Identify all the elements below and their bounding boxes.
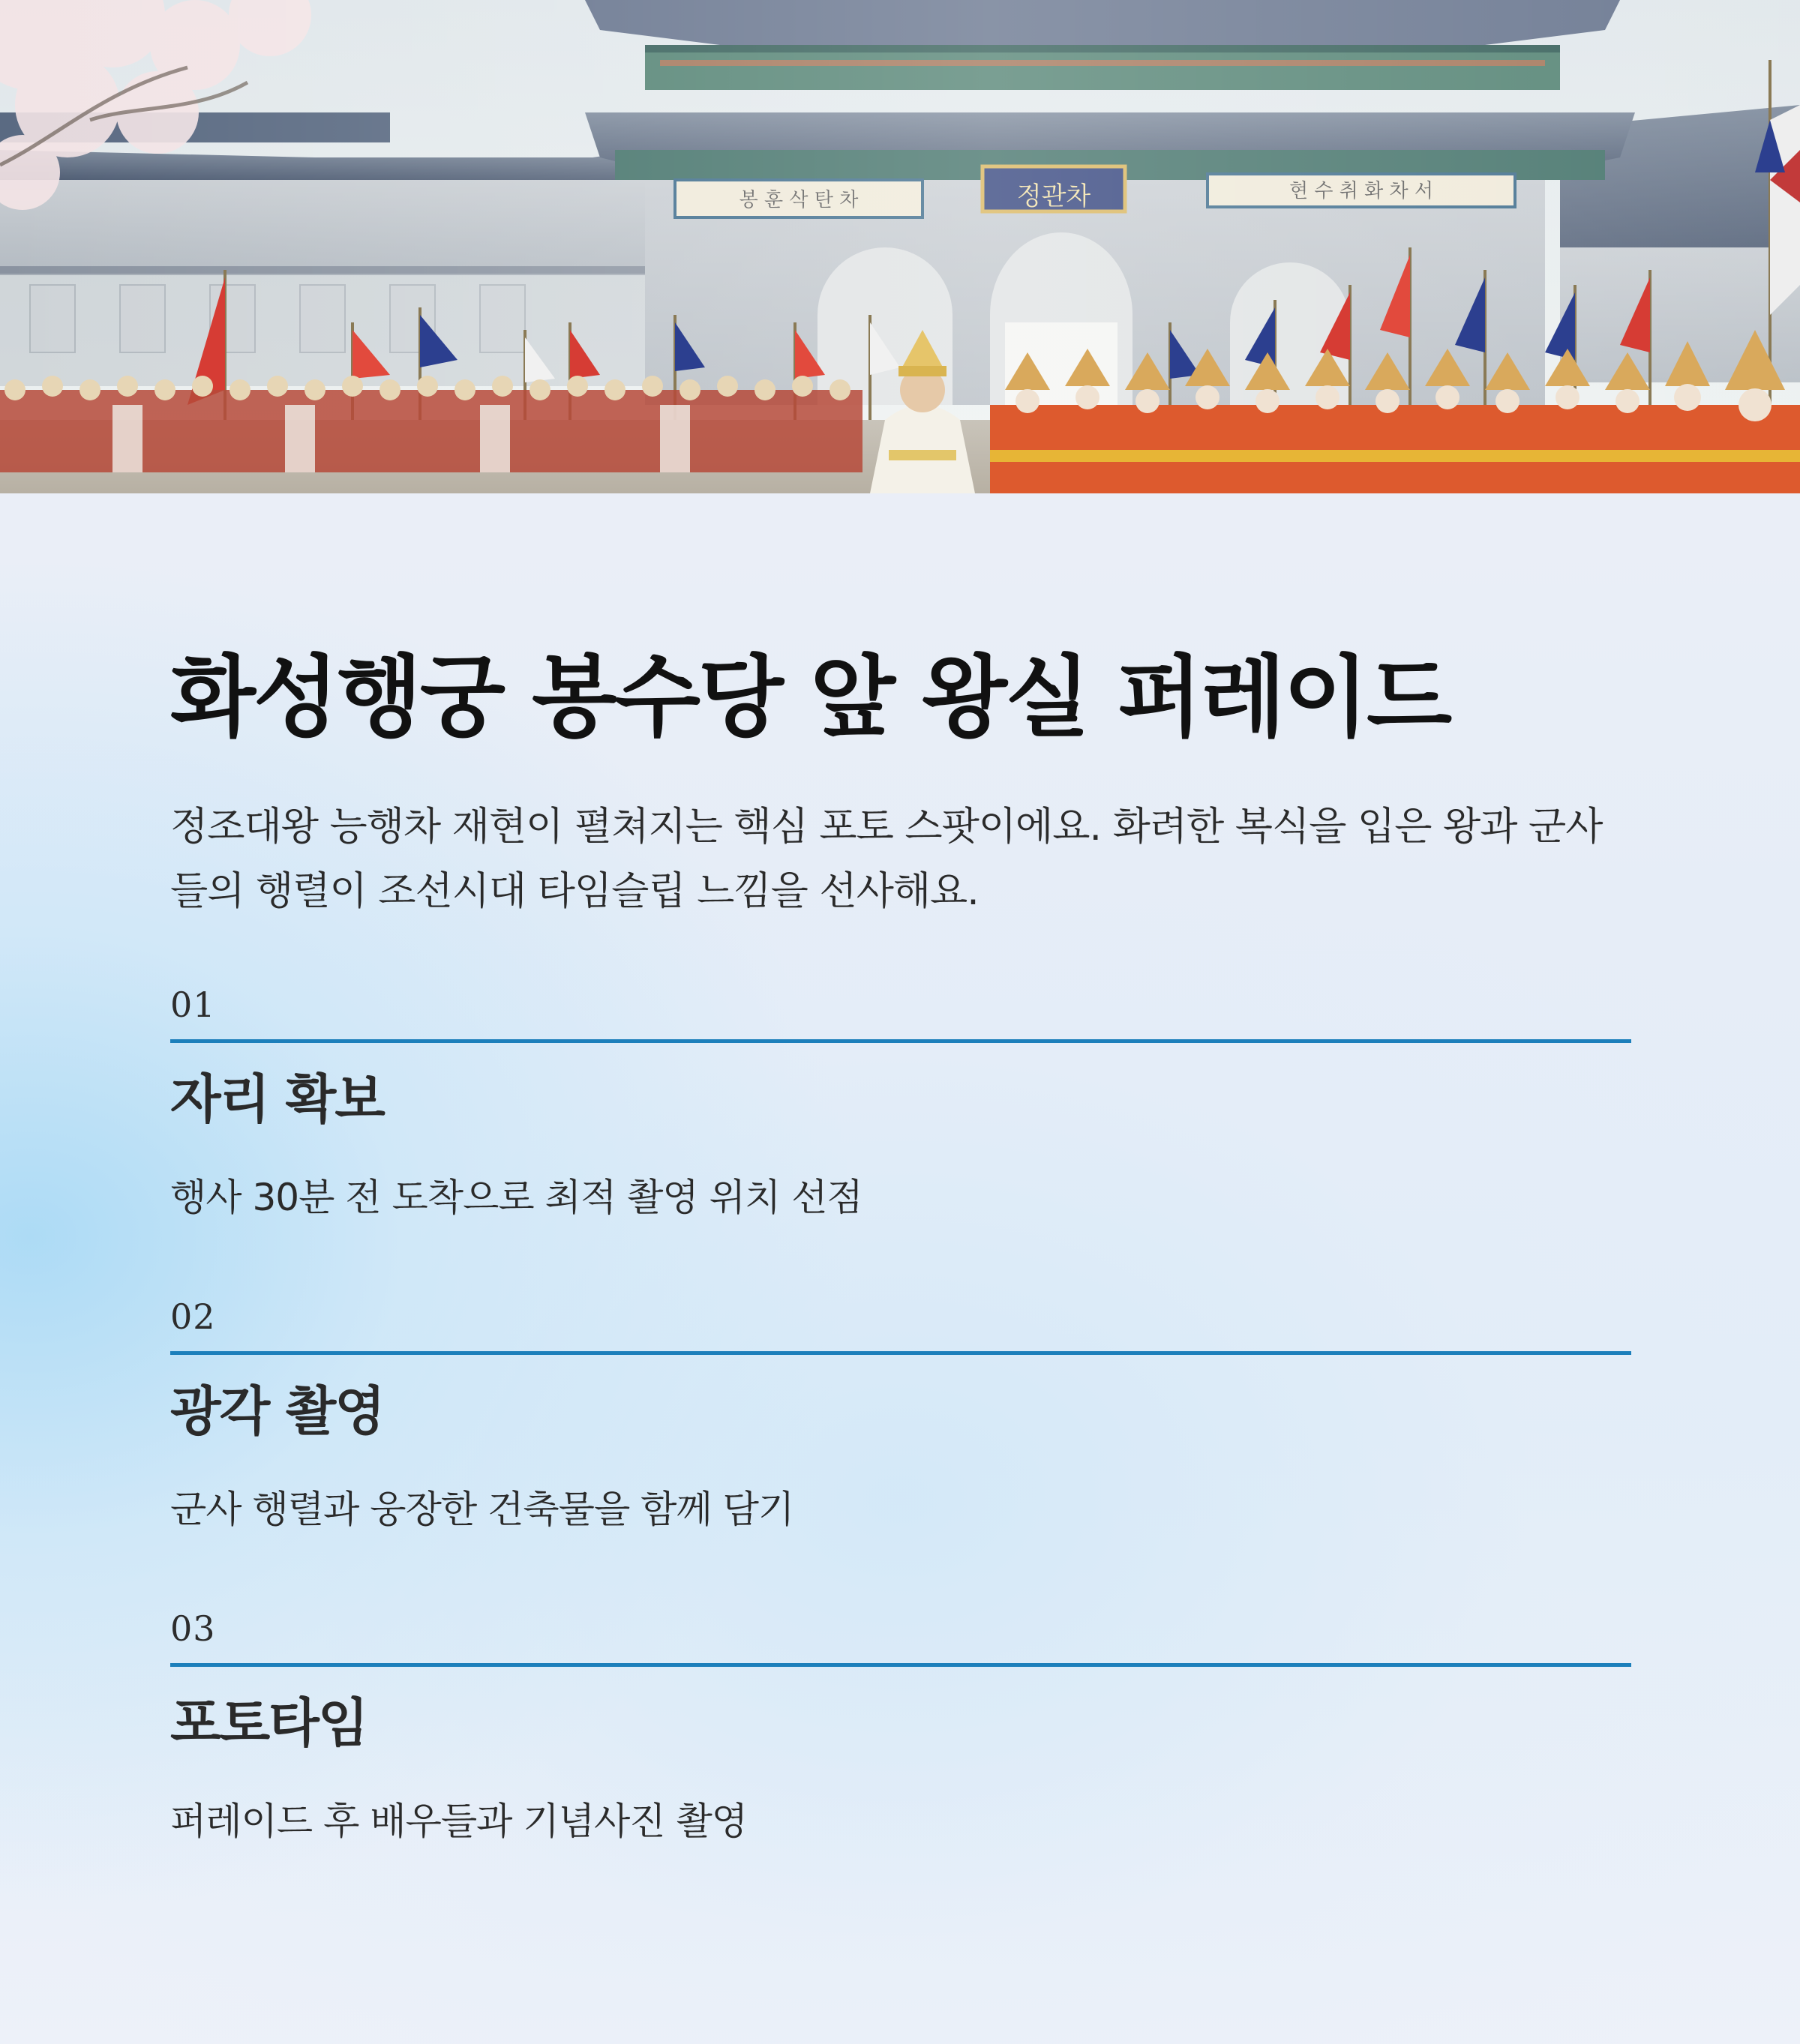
step-number: 03 xyxy=(170,1608,216,1649)
step-divider xyxy=(170,1039,1631,1043)
page-description: 정조대왕 능행차 재현이 펼쳐지는 핵심 포토 스팟이에요. 화려한 복식을 입은 왕과 군사들의 행렬이 조선시대 타임슬립 느낌을 선사해요. xyxy=(170,805,1603,914)
step-description: 군사 행렬과 웅장한 건축물을 함께 담기 xyxy=(170,1488,794,1531)
step-title: 자리 확보 xyxy=(170,1068,384,1130)
step-title: 포토타임 xyxy=(170,1692,368,1754)
step-item xyxy=(170,1608,1631,1845)
hero-image xyxy=(0,0,1800,493)
step-divider xyxy=(170,1351,1631,1355)
step-number: 01 xyxy=(170,985,216,1025)
step-divider xyxy=(170,1663,1631,1667)
step-title: 광각 촬영 xyxy=(170,1380,384,1442)
step-item xyxy=(170,1296,1631,1533)
step-item xyxy=(170,984,1631,1221)
content-section xyxy=(170,645,1631,924)
step-description: 퍼레이드 후 배우들과 기념사진 촬영 xyxy=(170,1800,748,1843)
palace-parade-photo-icon xyxy=(0,0,1800,493)
page-title: 화성행궁 봉수당 앞 왕실 퍼레이드 xyxy=(170,646,1450,749)
step-description: 행사 30분 전 도착으로 최적 촬영 위치 선점 xyxy=(170,1176,862,1219)
step-number: 02 xyxy=(170,1296,216,1337)
